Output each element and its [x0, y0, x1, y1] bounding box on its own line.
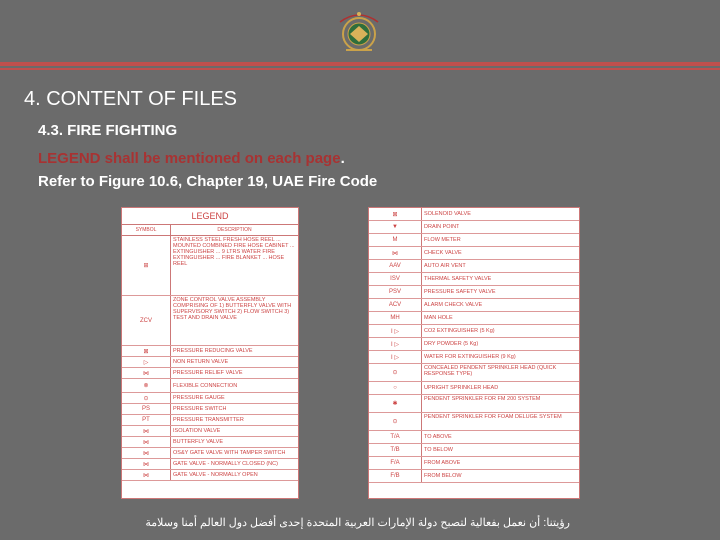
- legend-description: AUTO AIR VENT: [424, 263, 466, 269]
- legend-table-right: [368, 207, 580, 499]
- legend-description: PRESSURE SWITCH: [173, 406, 227, 412]
- legend-description: TO ABOVE: [424, 434, 452, 440]
- legend-row: [369, 247, 579, 260]
- legend-description: SOLENOID VALVE: [424, 211, 471, 217]
- legend-col-symbol: SYMBOL: [122, 225, 171, 235]
- legend-row: [122, 415, 298, 426]
- legend-row: [122, 368, 298, 379]
- legend-row: [122, 296, 298, 346]
- legend-symbol: PSV: [369, 286, 422, 298]
- legend-symbol: ACV: [369, 299, 422, 311]
- legend-symbol: M: [369, 234, 422, 246]
- legend-description: FROM BELOW: [424, 473, 462, 479]
- legend-description: ZONE CONTROL VALVE ASSEMBLY COMPRISING OF 1) BUTTERFLY VALVE WITH SUPERVISORY SWITCH 2) FLOW SWITCH 3) TEST AND DRAIN VALVE: [173, 297, 292, 321]
- legend-description: BUTTERFLY VALVE: [173, 439, 224, 445]
- legend-row: [122, 379, 298, 393]
- legend-description: TO BELOW: [424, 447, 453, 453]
- legend-symbol: ⊗: [122, 379, 171, 392]
- legend-left-rows: [122, 236, 298, 481]
- legend-description: PRESSURE REDUCING VALVE: [173, 348, 253, 354]
- legend-symbol: T/B: [369, 444, 422, 456]
- legend-symbol: ⋈: [122, 437, 171, 447]
- legend-description: MAN HOLE: [424, 315, 453, 321]
- legend-description: PENDENT SPRINKLER FOR FOAM DELUGE SYSTEM: [424, 414, 562, 420]
- legend-row: [369, 286, 579, 299]
- legend-row: [369, 273, 579, 286]
- vision-statement: رؤيتنا: أن نعمل بفعالية لتصبح دولة الإمارات العربية المتحدة إحدى أفضل دول العالم أمنا وسلامة: [145, 517, 570, 529]
- legend-symbol: ISV: [369, 273, 422, 285]
- legend-description: ISOLATION VALVE: [173, 428, 221, 434]
- legend-symbol: F/B: [369, 470, 422, 482]
- legend-description: PRESSURE SAFETY VALVE: [424, 289, 496, 295]
- legend-symbol: ⊙: [369, 364, 422, 381]
- legend-row: [369, 382, 579, 395]
- legend-symbol: ▷: [122, 357, 171, 367]
- legend-description: FROM ABOVE: [424, 460, 461, 466]
- legend-symbol: ⋈: [122, 448, 171, 458]
- legend-title: LEGEND: [122, 208, 298, 225]
- legend-symbol: ○: [369, 382, 422, 394]
- legend-description: UPRIGHT SPRINKLER HEAD: [424, 385, 499, 391]
- legend-symbol: I ▷: [369, 325, 422, 337]
- legend-row: [369, 260, 579, 273]
- legend-row: [122, 437, 298, 448]
- legend-symbol: AAV: [369, 260, 422, 272]
- uae-eagle-emblem-icon: [326, 6, 392, 58]
- legend-description: GATE VALVE - NORMALLY OPEN: [173, 472, 258, 478]
- legend-row: [122, 459, 298, 470]
- legend-symbol: ⊞: [122, 236, 171, 295]
- legend-row: [369, 299, 579, 312]
- legend-description: FLEXIBLE CONNECTION: [173, 382, 238, 389]
- legend-row: [122, 346, 298, 357]
- legend-row: [122, 448, 298, 459]
- legend-row: [369, 338, 579, 351]
- legend-symbol: ⊙: [122, 393, 171, 403]
- legend-symbol: ⊠: [369, 208, 422, 220]
- header-accent-line: [0, 68, 720, 70]
- legend-row: [369, 444, 579, 457]
- legend-row: [369, 395, 579, 413]
- legend-symbol: ZCV: [122, 296, 171, 345]
- legend-row: [369, 470, 579, 483]
- legend-description: NON RETURN VALVE: [173, 359, 229, 365]
- legend-description: DRAIN POINT: [424, 224, 460, 230]
- legend-description: WATER FOR EXTINGUISHER (9 Kg): [424, 354, 516, 360]
- legend-instruction-highlight: LEGEND shall be mentioned on each page: [38, 150, 341, 167]
- legend-row: [369, 457, 579, 470]
- legend-col-description: DESCRIPTION: [217, 227, 252, 233]
- legend-row: [122, 470, 298, 481]
- legend-row: [369, 413, 579, 431]
- legend-symbol: ⋈: [122, 470, 171, 480]
- legend-description: OS&Y GATE VALVE WITH TAMPER SWITCH: [173, 450, 286, 456]
- legend-table-left: [121, 207, 299, 499]
- header-accent-band: [0, 62, 720, 66]
- legend-description: PRESSURE TRANSMITTER: [173, 417, 244, 423]
- legend-row: [122, 393, 298, 404]
- legend-row: [122, 357, 298, 368]
- legend-row: [122, 426, 298, 437]
- legend-row: [369, 312, 579, 325]
- legend-row: [369, 431, 579, 444]
- slide-title: 4. CONTENT OF FILES: [24, 88, 237, 110]
- legend-description: FLOW METER: [424, 237, 461, 243]
- legend-description: PRESSURE GAUGE: [173, 395, 225, 401]
- legend-symbol: ⋈: [122, 426, 171, 436]
- legend-row: [122, 404, 298, 415]
- legend-description: CHECK VALVE: [424, 250, 462, 256]
- legend-symbol: PT: [122, 415, 171, 425]
- slide-subtitle: 4.3. FIRE FIGHTING: [38, 122, 178, 139]
- legend-description: CO2 EXTINGUISHER (5 Kg): [424, 328, 495, 334]
- legend-description: GATE VALVE - NORMALLY CLOSED (NC): [173, 461, 278, 467]
- legend-row: [369, 364, 579, 382]
- legend-symbol: F/A: [369, 457, 422, 469]
- legend-right-rows: [369, 208, 579, 483]
- legend-symbol: ✱: [369, 395, 422, 412]
- legend-symbol: T/A: [369, 431, 422, 443]
- legend-instruction-period: .: [340, 150, 345, 167]
- legend-symbol: I ▷: [369, 338, 422, 350]
- legend-row: [369, 325, 579, 338]
- legend-symbol: ⊠: [122, 346, 171, 356]
- legend-description: THERMAL SAFETY VALVE: [424, 276, 492, 282]
- legend-row: [369, 221, 579, 234]
- legend-description: PENDENT SPRINKLER FOR FM 200 SYSTEM: [424, 396, 541, 402]
- legend-symbol: ⊙: [369, 413, 422, 430]
- legend-header-row: [122, 225, 298, 236]
- legend-row: [369, 351, 579, 364]
- legend-symbol: ▼: [369, 221, 422, 233]
- legend-row: [122, 236, 298, 296]
- legend-description: ALARM CHECK VALVE: [424, 302, 483, 308]
- legend-description: DRY POWDER (5 Kg): [424, 341, 479, 347]
- legend-row: [369, 234, 579, 247]
- legend-symbol: ⋈: [369, 247, 422, 259]
- legend-instruction: [38, 150, 345, 167]
- legend-symbol: MH: [369, 312, 422, 324]
- legend-row: [369, 208, 579, 221]
- legend-symbol: ⋈: [122, 459, 171, 469]
- fire-code-reference: Refer to Figure 10.6, Chapter 19, UAE Fire Code: [38, 173, 378, 190]
- legend-symbol: PS: [122, 404, 171, 414]
- legend-description: CONCEALED PENDENT SPRINKLER HEAD (QUICK RESPONSE TYPE): [424, 365, 557, 377]
- legend-symbol: I ▷: [369, 351, 422, 363]
- legend-description: STAINLESS STEEL FRESH HOSE REEL ... MOUNTED COMBINED FIRE HOSE CABINET ... EXTINGUISHER ... 9 LTRS WATER FIRE EXTINGUISHER ... FIRE BLANKET ... HOSE REEL: [173, 237, 295, 267]
- legend-description: PRESSURE RELIEF VALVE: [173, 370, 243, 376]
- legend-symbol: ⋈: [122, 368, 171, 378]
